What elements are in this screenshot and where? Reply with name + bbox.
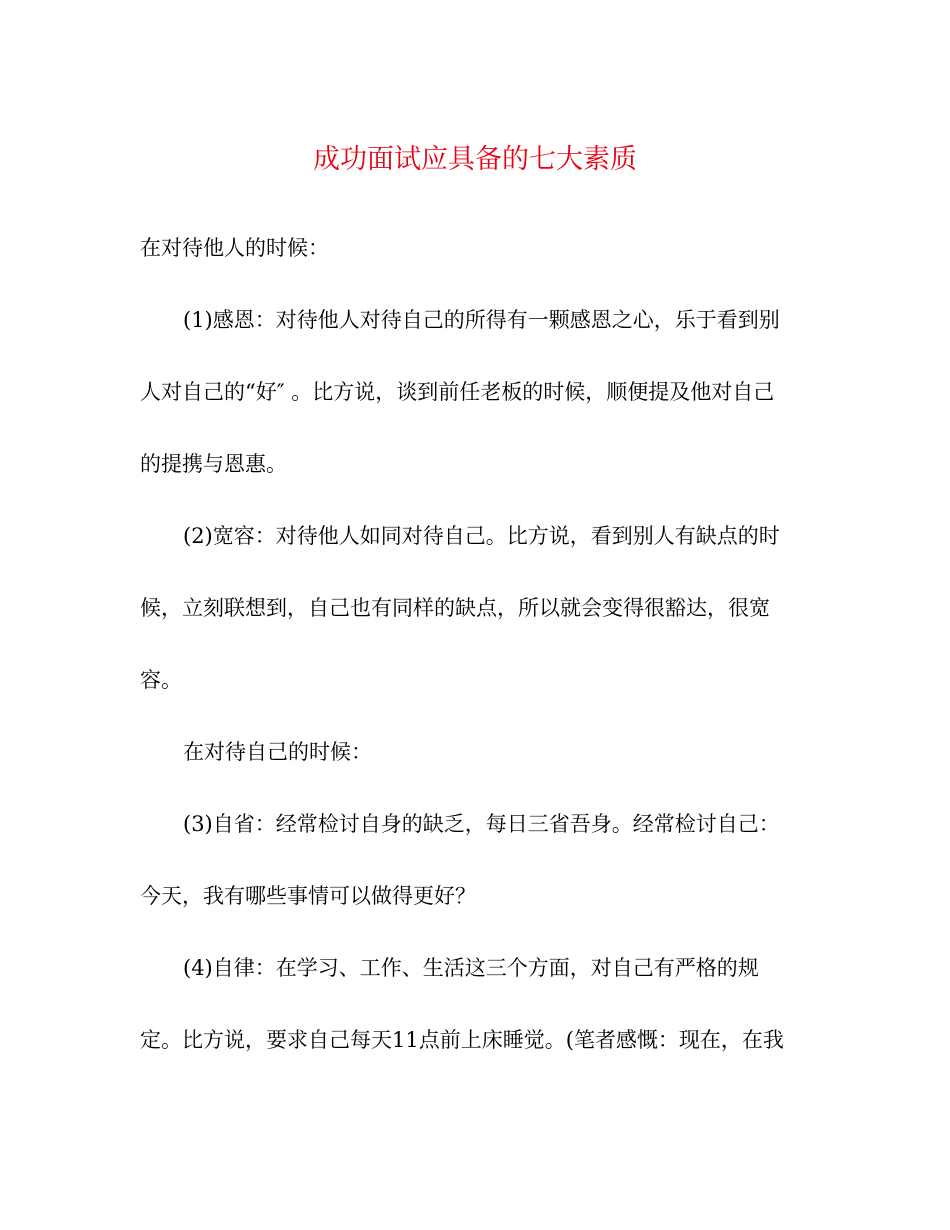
- paragraph-line: (4)自律：在学习、工作、生活这三个方面，对自己有严格的规: [183, 956, 759, 980]
- paragraph-line: 容。: [140, 668, 182, 692]
- section-heading-others: 在对待他人的时候：: [140, 236, 329, 260]
- paragraph-line: (1)感恩：对待他人对待自己的所得有一颗感恩之心，乐于看到别: [183, 308, 780, 332]
- paragraph-line: (3)自省：经常检讨自身的缺乏，每日三省吾身。经常检讨自己：: [183, 812, 780, 836]
- paragraph-line: (2)宽容：对待他人如同对待自己。比方说，看到别人有缺点的时: [183, 524, 780, 548]
- section-heading-self: 在对待自己的时候：: [183, 740, 372, 764]
- paragraph-line: 人对自己的“好″ 。比方说，谈到前任老板的时候，顺便提及他对自己: [140, 380, 775, 404]
- document-title: 成功面试应具备的七大素质: [313, 144, 637, 175]
- paragraph-line: 定。比方说，要求自己每天11点前上床睡觉。(笔者感慨：现在，在我: [140, 1028, 784, 1052]
- paragraph-line: 的提携与恩惠。: [140, 452, 287, 476]
- paragraph-line: 今天，我有哪些事情可以做得更好？: [140, 884, 476, 908]
- paragraph-line: 候，立刻联想到，自己也有同样的缺点，所以就会变得很豁达，很宽: [140, 596, 770, 620]
